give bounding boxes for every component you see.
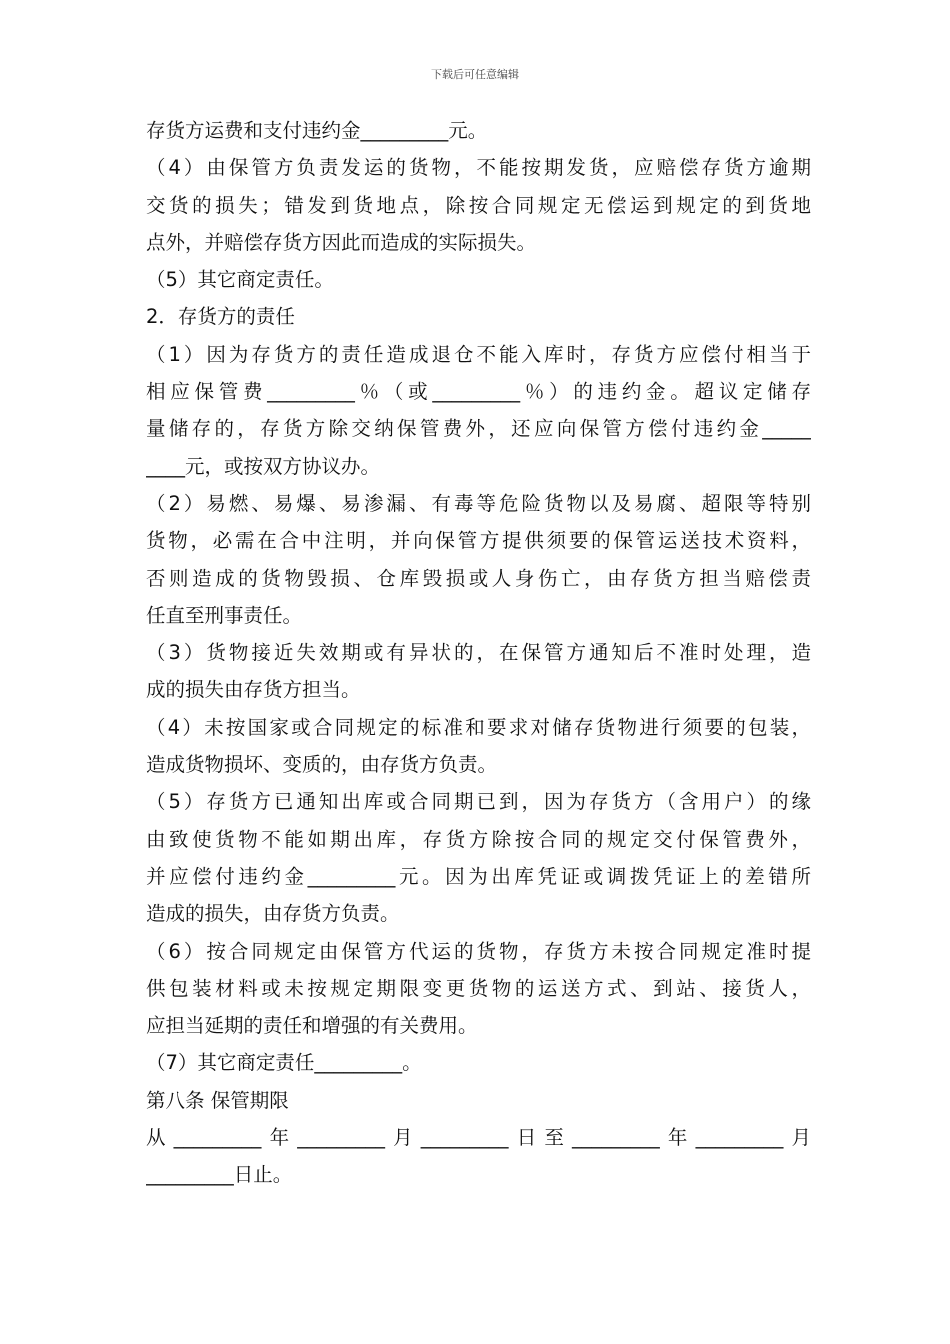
text-line: ____元，或按双方协议办。 (146, 454, 381, 478)
text-line: 货物，必需在合中注明，并向保管方提供须要的保管运送技术资料， (146, 529, 811, 553)
text-line: 相应保管费_________％（或_________％）的违约金。超议定储存 (146, 380, 811, 404)
document-body (146, 112, 811, 1194)
text-line: 从_________年_________月_________日至_________年_________月 (146, 1126, 811, 1150)
text-line: 应担当延期的责任和增强的有关费用。 (146, 1014, 478, 1038)
text-line: 供包装材料或未按规定期限变更货物的运送方式、到站、接货人， (146, 976, 811, 1000)
text-line: （3）货物接近失效期或有异状的，在保管方通知后不准时处理，造 (146, 641, 811, 665)
text-line: 造成的损失，由存货方负责。 (146, 902, 400, 926)
text-line: _________日止。 (146, 1163, 293, 1187)
text-line: （4）由保管方负责发运的货物，不能按期发货，应赔偿存货方逾期 (146, 156, 811, 180)
text-line: 任直至刑事责任。 (146, 603, 303, 627)
text-line: （1）因为存货方的责任造成退仓不能入库时，存货方应偿付相当于 (146, 342, 811, 366)
text-line: 点外，并赔偿存货方因此而造成的实际损失。 (146, 230, 537, 254)
text-line: （5）其它商定责任。 (146, 268, 334, 292)
text-line: 否则造成的货物毁损、仓库毁损或人身伤亡，由存货方担当赔偿责 (146, 566, 811, 590)
section-heading: 第八条 保管期限 (146, 1088, 289, 1112)
text-line: （6）按合同规定由保管方代运的货物，存货方未按合同规定准时提 (146, 939, 811, 963)
text-line: （5）存货方已通知出库或合同期已到，因为存货方（含用户）的缘 (146, 790, 811, 814)
text-line: 成的损失由存货方担当。 (146, 678, 361, 702)
text-line: 由致使货物不能如期出库，存货方除按合同的规定交付保管费外， (146, 827, 811, 851)
text-line: 存货方运费和支付违约金_________元。 (146, 119, 488, 142)
text-line: （7）其它商定责任_________。 (146, 1051, 422, 1075)
page-header: 下载后可任意编辑 (431, 68, 519, 81)
text-line: 量储存的，存货方除交纳保管费外，还应向保管方偿付违约金_____ (146, 417, 811, 441)
text-line: 交货的损失；错发到货地点，除按合同规定无偿运到规定的到货地 (146, 193, 811, 217)
text-line: 造成货物损坏、变质的，由存货方负责。 (146, 753, 498, 777)
text-line: （4）未按国家或合同规定的标准和要求对储存货物进行须要的包装， (146, 715, 811, 739)
section-heading: 2．存货方的责任 (146, 305, 295, 329)
text-line: （2）易燃、易爆、易渗漏、有毒等危险货物以及易腐、超限等特别 (146, 491, 811, 515)
text-line: 并应偿付违约金_________元。因为出库凭证或调拨凭证上的差错所 (146, 864, 811, 888)
